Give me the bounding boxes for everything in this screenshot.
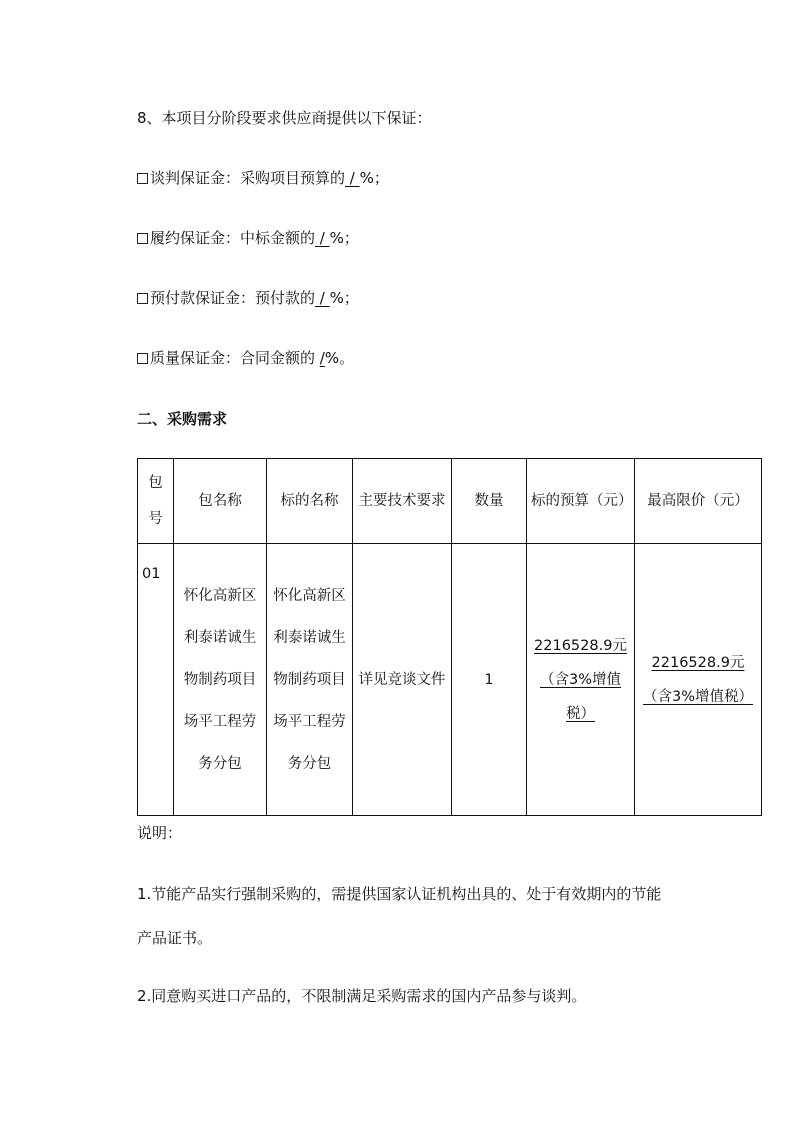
blank-value: / xyxy=(319,349,325,367)
header-max-price: 最高限价（元） xyxy=(635,459,762,544)
header-tech-req: 主要技术要求 xyxy=(353,459,452,544)
cell-package-no: 01 xyxy=(138,544,174,816)
guarantee-item-advance: 预付款保证金：预付款的 / %； xyxy=(137,287,359,308)
cell-max-price: 2216528.9元（含3%增值税） xyxy=(635,544,762,816)
blank-value: / xyxy=(315,289,330,307)
cell-tech-req: 详见竞谈文件 xyxy=(353,544,452,816)
header-subject-name: 标的名称 xyxy=(267,459,353,544)
blank-value: / xyxy=(315,229,330,247)
table-row xyxy=(138,544,762,816)
checkbox-icon[interactable] xyxy=(137,353,148,364)
cell-subject-name: 怀化高新区利泰诺诚生物制药项目场平工程劳务分包 xyxy=(267,544,353,816)
header-budget: 标的预算（元） xyxy=(527,459,635,544)
table-header-row xyxy=(138,459,762,544)
guarantee-intro: 8、本项目分阶段要求供应商提供以下保证： xyxy=(137,109,432,127)
checkbox-icon[interactable] xyxy=(137,233,148,244)
section-title: 二、采购需求 xyxy=(137,410,228,428)
blank-value: / xyxy=(345,169,360,187)
note-item-2: 2.同意购买进口产品的，不限制满足采购需求的国内产品参与谈判。 xyxy=(137,987,587,1005)
guarantee-item-negotiation: 谈判保证金：采购项目预算的 / %； xyxy=(137,167,389,188)
header-package-name: 包名称 xyxy=(174,459,267,544)
checkbox-icon[interactable] xyxy=(137,293,148,304)
checkbox-icon[interactable] xyxy=(137,173,148,184)
cell-budget: 2216528.9元（含3%增值税） xyxy=(527,544,635,816)
procurement-table xyxy=(137,458,762,816)
header-package-no: 包号 xyxy=(138,459,174,544)
cell-quantity: 1 xyxy=(452,544,527,816)
note-item-1: 1.节能产品实行强制采购的，需提供国家认证机构出具的、处于有效期内的节能产品证书。 xyxy=(137,885,662,947)
header-quantity: 数量 xyxy=(452,459,527,544)
guarantee-item-performance: 履约保证金：中标金额的 / %； xyxy=(137,227,359,248)
guarantee-item-quality: 质量保证金：合同金额的 /%。 xyxy=(137,347,354,368)
cell-package-name: 怀化高新区利泰诺诚生物制药项目场平工程劳务分包 xyxy=(174,544,267,816)
notes-title: 说明： xyxy=(137,824,183,842)
